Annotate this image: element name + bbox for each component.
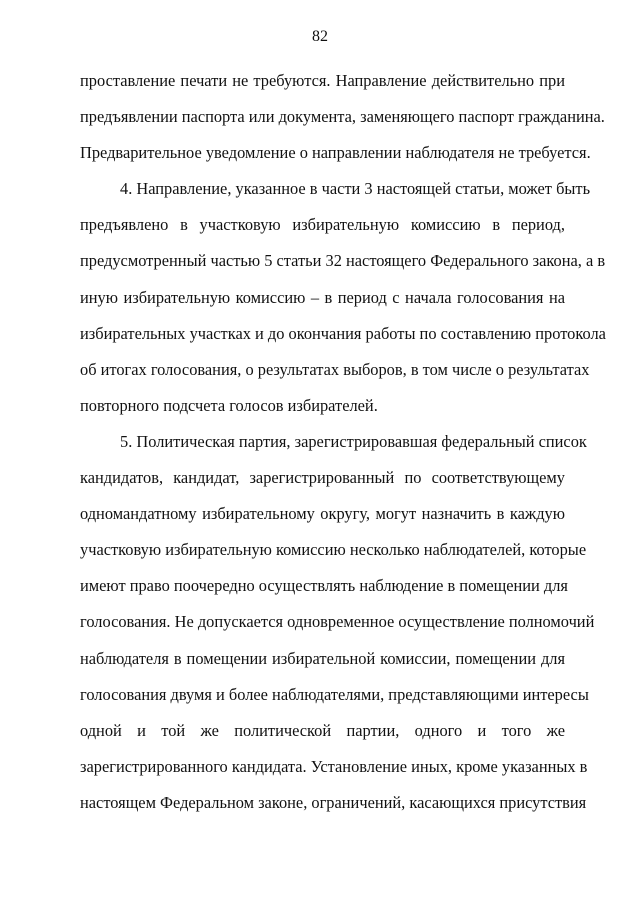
page-number: 82 xyxy=(312,28,328,45)
body-text xyxy=(80,63,606,821)
text-line: зарегистрированного кандидата. Установление иных, кроме указанных в xyxy=(80,756,588,776)
text-line: предъявлении паспорта или документа, заменяющего паспорт гражданина. xyxy=(80,107,605,127)
text-line: участковую избирательную комиссию несколько наблюдателей, которые xyxy=(80,540,587,560)
text-line: проставление печати не требуются. Направление действительно при xyxy=(80,71,565,90)
text-line: голосования. Не допускается одновременное осуществление полномочий xyxy=(80,612,595,632)
text-line: Предварительное уведомление о направлении наблюдателя не требуется. xyxy=(80,143,591,163)
text-line: 4. Направление, указанное в части 3 настоящей статьи, может быть xyxy=(120,179,591,199)
text-line: голосования двумя и более наблюдателями, представляющими интересы xyxy=(80,684,589,704)
paragraph-continuation xyxy=(80,63,605,171)
text-line: иную избирательную комиссию – в период с начала голосования на xyxy=(80,287,565,307)
paragraph-item-5 xyxy=(80,424,595,821)
text-line: предусмотренный частью 5 статьи 32 настоящего Федерального закона, а в xyxy=(80,251,606,271)
text-line: 5. Политическая партия, зарегистрировавшая федеральный список xyxy=(120,431,587,451)
text-line: избирательных участках и до окончания работы по составлению протокола xyxy=(80,323,606,343)
text-line: повторного подсчета голосов избирателей. xyxy=(80,395,378,415)
text-line: об итогах голосования, о результатах выборов, в том числе о результатах xyxy=(80,359,590,379)
text-line: наблюдателя в помещении избирательной комиссии, помещении для xyxy=(80,648,565,668)
text-line: одномандатному избирательному округу, могут назначить в каждую xyxy=(80,504,565,524)
text-line: одной и той же политической партии, одного и того же xyxy=(80,720,565,740)
paragraph-item-4 xyxy=(80,171,606,424)
text-line: настоящем Федеральном законе, ограничений, касающихся присутствия xyxy=(80,792,587,812)
text-line: предъявлено в участковую избирательную комиссию в период, xyxy=(80,215,565,235)
text-line: имеют право поочередно осуществлять наблюдение в помещении для xyxy=(80,576,568,596)
text-line: кандидатов, кандидат, зарегистрированный по соответствующему xyxy=(80,468,565,488)
